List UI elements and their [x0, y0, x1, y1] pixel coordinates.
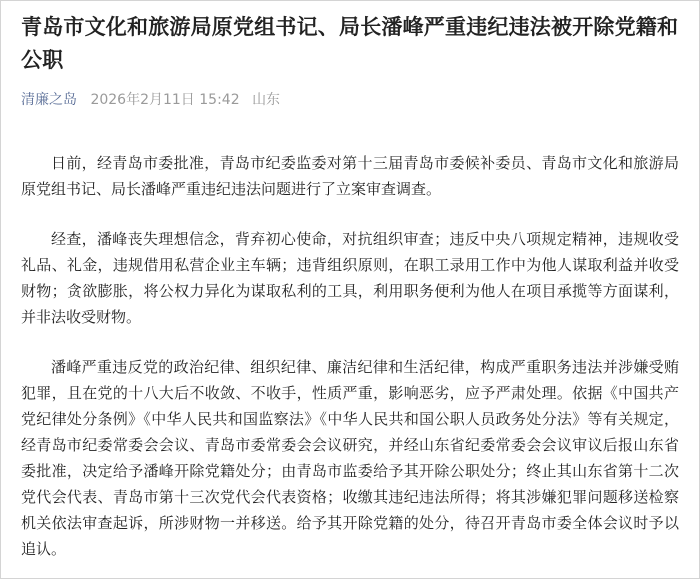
article-title: 青岛市文化和旅游局原党组书记、局长潘峰严重违纪违法被开除党籍和公职	[21, 15, 679, 72]
paragraph-1: 日前，经青岛市委批准，青岛市纪委监委对第十三届青岛市委候补委员、青岛市文化和旅游局原党组书记、局长潘峰严重违纪违法问题进行了立案审查调查。	[21, 154, 679, 198]
paragraph-3: 潘峰严重违反党的政治纪律、组织纪律、廉洁纪律和生活纪律，构成严重职务违法并涉嫌受贿犯罪，且在党的十八大后不收敛、不收手，性质严重，影响恶劣，应予严肃处理。依据《中国共产党纪律处分条例》《中华人民共和国监察法》《中华人民共和国公职人员政务处分法》等有关规定，经青岛市纪委常委会会议、青岛市委常委会会议研究，并经山东省纪委常委会会议审议后报山东省委批准，决定给予潘峰开除党籍处分；由青岛市监委给予其开除公职处分；终止其山东省第十二次党代会代表、青岛市第十三次党代会代表资格；收缴其违纪违法所得；将其涉嫌犯罪问题移送检察机关依法审查起诉，所涉财物一并移送。给予其开除党籍的处分，待召开青岛市委全体会议时予以追认。	[21, 358, 679, 558]
publish-time: 2026年2月11日 15:42	[90, 92, 240, 108]
paragraph-2: 经查，潘峰丧失理想信念，背弃初心使命，对抗组织审查；违反中央八项规定精神，违规收受礼品、礼金，违规借用私营企业主车辆；违背组织原则，在职工录用工作中为他人谋取利益并收受财物；贪欲膨胀，将公权力异化为谋取私利的工具，利用职务便利为他人在项目承揽等方面谋利，并非法收受财物。	[21, 230, 679, 326]
source-account-link[interactable]: 清廉之岛	[21, 92, 77, 108]
publish-region: 山东	[252, 92, 281, 108]
article-meta	[21, 90, 679, 110]
article-body	[21, 150, 679, 562]
